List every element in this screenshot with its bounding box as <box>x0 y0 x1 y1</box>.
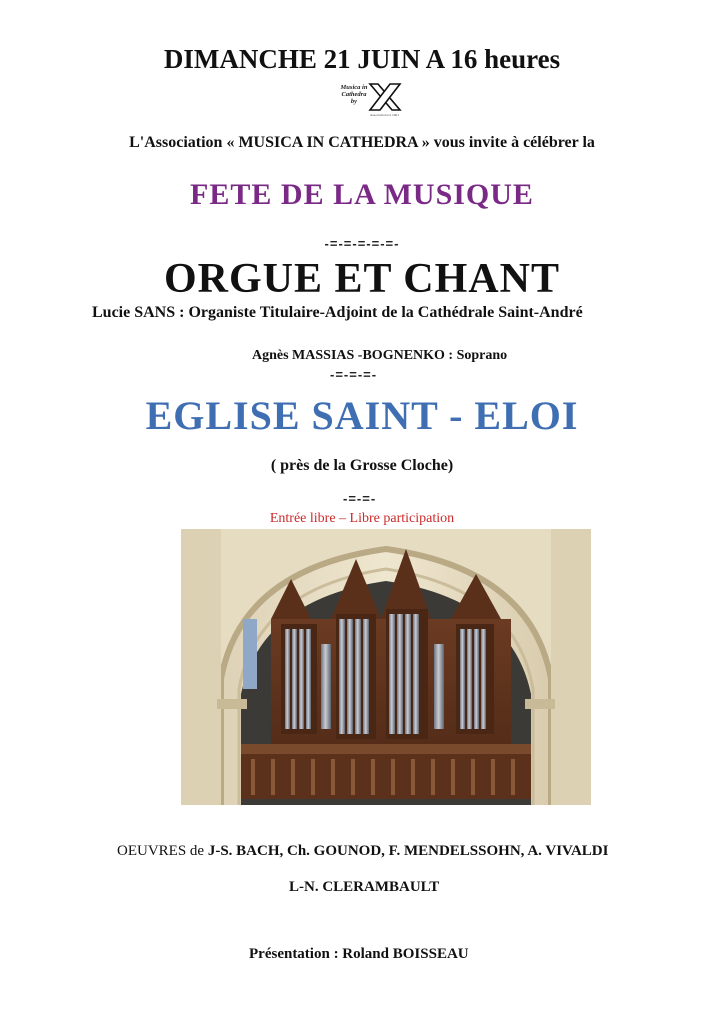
program-composers-line2: L-N. CLERAMBAULT <box>289 879 440 895</box>
program-prefix: OEUVRES de <box>117 843 208 859</box>
separator-3: -=-=- <box>343 491 377 506</box>
x-mark-icon <box>368 82 402 112</box>
presenter-line: Présentation : Roland BOISSEAU <box>249 946 469 962</box>
association-logo <box>338 80 404 120</box>
logo-line-3: by <box>350 98 358 105</box>
logo-text <box>338 84 370 105</box>
organ-photo <box>181 529 591 805</box>
program-composers <box>117 843 717 860</box>
venue-note: ( près de la Grosse Cloche) <box>270 457 454 474</box>
logo-line-2: Cathedra <box>341 91 367 98</box>
composer-list: J-S. BACH, Ch. GOUNOD, F. MENDELSSOHN, A. VIVALDI <box>207 843 609 859</box>
venue-title: EGLISE SAINT - ELOI <box>145 393 579 438</box>
performer-organist: Lucie SANS : Organiste Titulaire-Adjoint de la Cathédrale Saint-André <box>92 304 583 321</box>
invitation-line: L'Association « MUSICA IN CATHEDRA » vous invite à célébrer la <box>129 134 595 151</box>
concert-title: ORGUE ET CHANT <box>164 256 560 302</box>
separator-1: -=-=-=-=-=- <box>324 236 400 251</box>
admission-info: Entrée libre – Libre participation <box>269 511 455 526</box>
date-heading: DIMANCHE 21 JUIN A 16 heures <box>163 44 561 74</box>
logo-small-text: Association loi 1901 <box>370 113 399 117</box>
performer-soprano: Agnès MASSIAS -BOGNENKO : Soprano <box>252 348 508 363</box>
logo-line-1: Musica in <box>340 84 368 91</box>
event-title: FETE DE LA MUSIQUE <box>190 178 534 211</box>
separator-2: -=-=-=- <box>330 367 378 382</box>
